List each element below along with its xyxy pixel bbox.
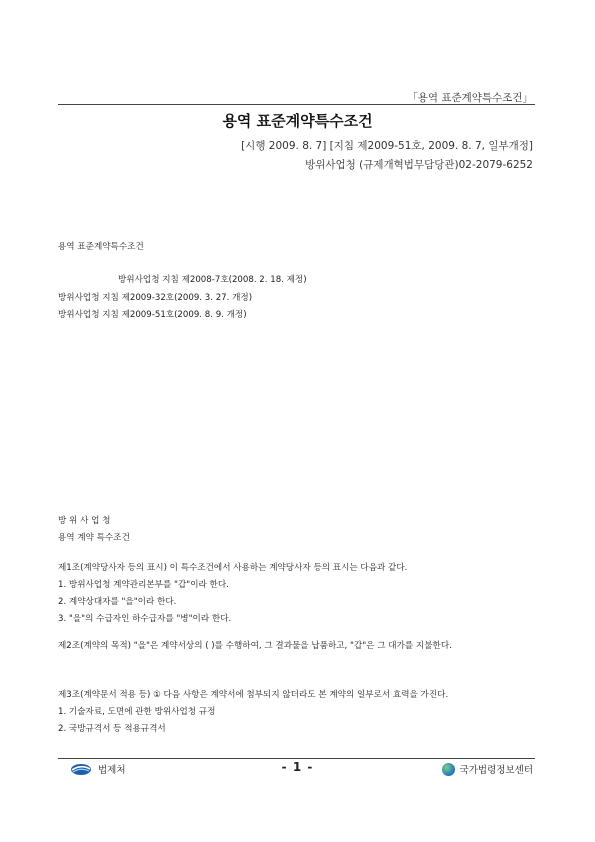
article-2: 제2조(계약의 목적) "을"은 계약서상의 ( )를 수행하여, 그 결과물을 납품하고, "갑"은 그 대가를 지불한다.: [58, 641, 452, 651]
footer-right-label: 국가법령정보센터: [459, 765, 533, 776]
history-line: 방위사업청 지침 제2009-32호(2009. 3. 27. 개정): [58, 293, 253, 303]
document-tag: 「용역 표준계약특수조건」: [407, 92, 533, 104]
globe-icon: [442, 763, 455, 776]
agency-name: 방 위 사 업 청: [58, 516, 111, 526]
revision-info: [시행 2009. 8. 7] [지침 제2009-51호, 2009. 8. 7, 일부개정]: [241, 140, 533, 152]
header-divider: [58, 104, 535, 105]
history-line: 방위사업청 지침 제2008-7호(2008. 2. 18. 제정): [118, 275, 307, 285]
article-3-item: 1. 기술자료, 도면에 관한 방위사업청 규정: [58, 707, 216, 717]
article-3: 제3조(계약문서 적용 등) ① 다음 사항은 계약서에 첨부되지 않더라도 본 계약의 일부로서 효력을 가진다.: [58, 690, 449, 700]
article-1-item: 1. 방위사업청 계약관리본부를 "갑"이라 한다.: [58, 580, 229, 590]
page-title: 용역 표준계약특수조건: [222, 112, 373, 130]
footer-left-label: 법제처: [98, 765, 126, 776]
agency-contact: 방위사업청 (규제개혁법무담당관)02-2079-6252: [305, 159, 533, 171]
footer-right: [442, 762, 533, 776]
history-line: 방위사업청 지침 제2009-51호(2009. 8. 9. 개정): [58, 310, 247, 320]
footer-divider: [58, 758, 535, 759]
article-1: 제1조(계약당사자 등의 표시) 이 특수조건에서 사용하는 계약당사자 등의 표시는 다음과 같다.: [58, 563, 408, 573]
article-3-item: 2. 국방규격서 등 적용규격서: [58, 724, 166, 734]
article-1-item: 3. "을"의 수급자인 하수급자를 "병"이라 한다.: [58, 614, 232, 624]
doc-name-secondary: 용역 계약 특수조건: [58, 533, 130, 543]
article-1-item: 2. 계약상대자를 "을"이라 한다.: [58, 597, 177, 607]
doc-name: 용역 표준계약특수조건: [58, 242, 144, 252]
page-number: - 1 -: [281, 760, 314, 774]
